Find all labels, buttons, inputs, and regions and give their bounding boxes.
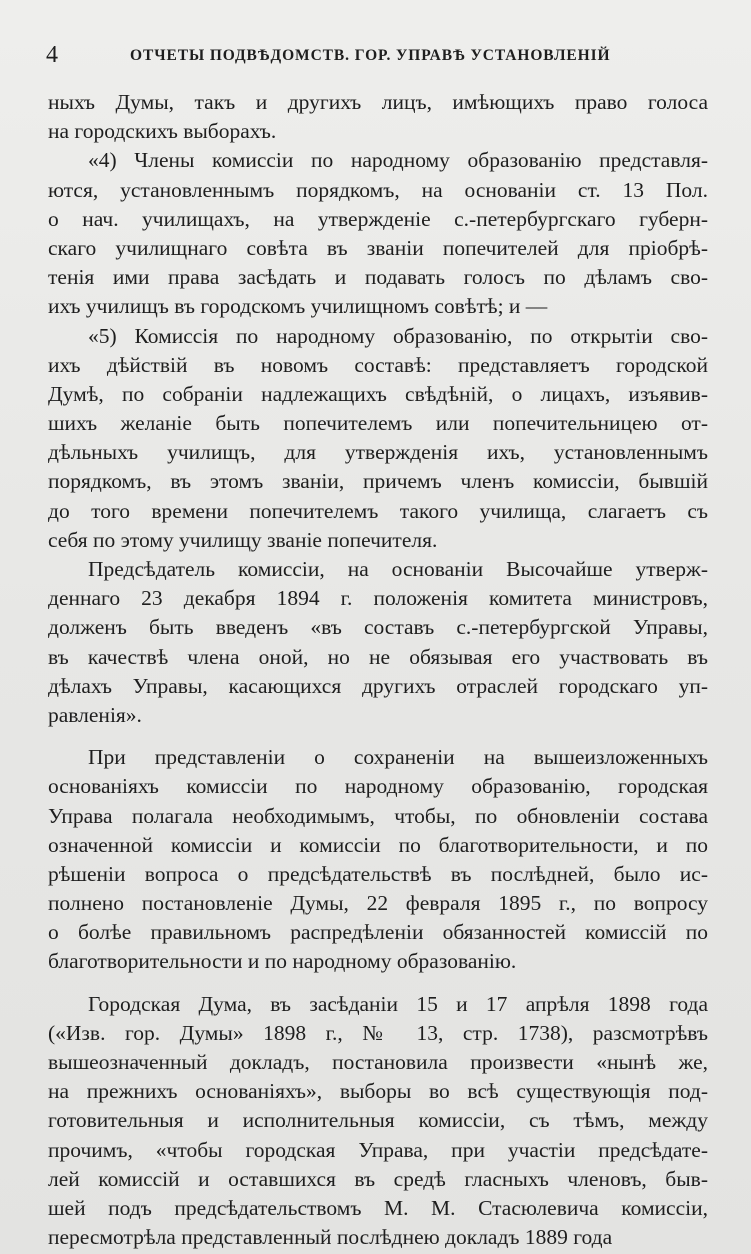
text-line: Управа полагала необходимымъ, чтобы, по обновленіи состава xyxy=(48,803,708,828)
text-line: Предсѣдатель комиссіи, на основаніи Высочайше утверж- xyxy=(88,557,708,581)
text-line: Думѣ, по собраніи надлежащихъ свѣдѣній, о лицахъ, изъявив- xyxy=(48,381,708,406)
text-line: на прежнихъ основаніяхъ», выборы во всѣ существующія под- xyxy=(48,1079,708,1104)
text-line: порядкомъ, въ этомъ званіи, причемъ членъ комиссіи, бывшій xyxy=(48,469,708,494)
text-line: вышеозначенный докладъ, постановила произвести «нынѣ же, xyxy=(48,1050,708,1074)
text-line: пересмотрѣла представленный послѣднею докладъ 1889 года xyxy=(48,1225,613,1250)
text-line: скаго училищнаго совѣта въ званіи попечителей для пріобрѣ- xyxy=(48,235,708,260)
text-line: ются, установленнымъ порядкомъ, на основаніи ст. 13 Пол. xyxy=(48,177,708,202)
text-line: благотворительности и по народному образованію. xyxy=(48,949,517,974)
text-line: шей подъ предсѣдательствомъ М. М. Стасюлевича комиссіи, xyxy=(48,1195,708,1220)
text-line: дѣльныхъ училищъ, для утвержденія ихъ, установленнымъ xyxy=(48,440,708,465)
text-line: ихъ училищъ въ городскомъ училищномъ совѣтѣ; и — xyxy=(48,294,548,319)
paragraph xyxy=(48,322,708,556)
text-line: означенной комиссіи и комиссіи по благотворительности, и по xyxy=(48,832,708,857)
text-line: о болѣе правильномъ распредѣленіи обязанностей комиссій по xyxy=(48,920,708,945)
text-line: лей комиссій и оставшихся въ средѣ гласныхъ членовъ, быв- xyxy=(48,1166,708,1191)
text-line: ныхъ Думы, такъ и другихъ лицъ, имѣющихъ право голоса xyxy=(48,90,708,114)
running-title: ОТЧЕТЫ ПОДВѢДОМСТВ. ГОР. УПРАВѢ УСТАНОВЛЕНІЙ xyxy=(130,47,611,64)
text-line: ихъ дѣйствій въ новомъ составѣ: представляетъ городской xyxy=(48,352,708,377)
text-line: основаніяхъ комиссіи по народному образованію, городская xyxy=(48,774,708,799)
text-line: деннаго 23 декабря 1894 г. положенія комитета министровъ, xyxy=(48,586,708,611)
text-line: до того времени попечителемъ такого училища, слагаетъ съ xyxy=(48,498,708,523)
text-line: въ качествѣ члена оной, но не обязывая его участвовать въ xyxy=(48,644,708,669)
text-line: на городскихъ выборахъ. xyxy=(48,119,277,144)
text-line: полнено постановленіе Думы, 22 февраля 1895 г., по вопросу xyxy=(48,891,708,916)
paragraph xyxy=(48,146,708,321)
text-line: «5) Комиссія по народному образованію, по открытіи сво- xyxy=(88,323,708,348)
text-line: При представленіи о сохраненіи на вышеизложенныхъ xyxy=(88,745,708,770)
page-body-text xyxy=(48,88,708,1252)
text-line: себя по этому училищу званіе попечителя. xyxy=(48,527,438,552)
text-line: долженъ быть введенъ «въ составъ с.-петербургской Управы, xyxy=(48,615,708,640)
text-line: («Изв. гор. Думы» 1898 г., № 13, стр. 1738), разсмотрѣвъ xyxy=(48,1020,708,1045)
paragraph xyxy=(48,990,708,1253)
text-line: прочимъ, «чтобы городская Управа, при участіи предсѣдате- xyxy=(48,1137,708,1162)
paragraph xyxy=(48,88,708,146)
text-line: о нач. училищахъ, на утвержденіе с.-петербургскаго губерн- xyxy=(48,206,708,231)
text-line: дѣлахъ Управы, касающихся другихъ отраслей городскаго уп- xyxy=(48,673,708,698)
page-header xyxy=(46,40,709,70)
paragraph-gap xyxy=(48,977,708,990)
paragraph-gap xyxy=(48,730,708,743)
text-line: готовительныя и исполнительныя комиссіи, съ тѣмъ, между xyxy=(48,1108,708,1133)
text-line: рѣшеніи вопроса о предсѣдательствѣ въ послѣдней, было ис- xyxy=(48,861,708,886)
page-number: 4 xyxy=(46,42,58,68)
text-line: шихъ желаніе быть попечителемъ или попечительницею от- xyxy=(48,411,708,436)
text-line: тенія ими права засѣдать и подавать голосъ по дѣламъ сво- xyxy=(48,265,708,290)
text-line: равленія». xyxy=(48,702,142,727)
paragraph xyxy=(48,555,708,730)
text-line: «4) Члены комиссіи по народному образованію представля- xyxy=(88,148,708,173)
paragraph xyxy=(48,743,708,977)
text-line: Городская Дума, въ засѣданіи 15 и 17 апрѣля 1898 года xyxy=(88,991,708,1016)
